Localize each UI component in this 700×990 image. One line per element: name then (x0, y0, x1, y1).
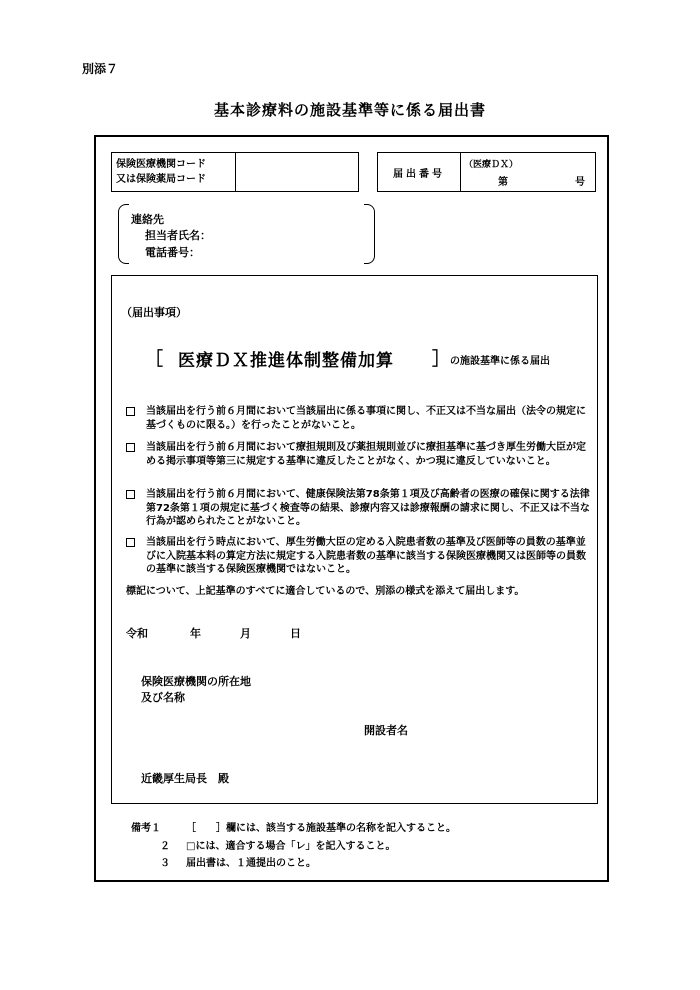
notification-number-go: 号 (575, 177, 585, 188)
contact-title: 連絡先 (131, 213, 164, 226)
note-number: ３ (160, 858, 170, 869)
contact-person-field: 担当者氏名： (145, 229, 211, 242)
note-text: ［ ］欄には、該当する施設基準の名称を記入すること。 (186, 823, 456, 834)
condition-text: 当該届出を行う前６月間において療担規則及び薬担規則並びに療担基準に基づき厚生労働大臣が定める掲示事項等第三に規定する基準に違反したことがなく、かつ現に違反していないこと。 (146, 442, 586, 467)
notification-number-label: 届出番号 (393, 169, 445, 180)
number-box-divider (460, 153, 461, 191)
institution-name-label: 及び名称 (141, 691, 185, 704)
institution-code-label-line2: 又は保険薬局コード (116, 174, 206, 185)
standard-bracket-open: ［ (145, 349, 163, 370)
condition-checkbox[interactable] (126, 538, 135, 547)
contact-bracket-left (118, 204, 129, 264)
date-month: 月 (240, 627, 251, 640)
condition-item (126, 536, 590, 577)
notification-number-prefix: （医療ＤＸ） (464, 160, 519, 170)
condition-item (126, 405, 590, 432)
addressee: 近畿厚生局長 殿 (141, 772, 229, 785)
condition-checkbox[interactable] (126, 407, 135, 416)
notification-number-dai: 第 (498, 177, 508, 188)
facility-standard-name: 医療ＤＸ推進体制整備加算 (178, 351, 394, 371)
notification-number-box (377, 152, 596, 192)
date-day: 日 (290, 627, 301, 640)
condition-text: 当該届出を行う時点において、厚生労働大臣の定める入院患者数の基準及び医師等の員数の基準並びに入院基本料の算定方法に規定する入院患者数の基準に該当する保険医療機関又は医師等の員数の基準に該当する保険医療機関ではないこと。 (146, 537, 586, 575)
institution-address-label: 保険医療機関の所在地 (141, 675, 251, 688)
standard-suffix: の施設基準に係る届出 (450, 356, 550, 367)
form-title: 基本診療料の施設基準等に係る届出書 (213, 101, 486, 119)
note-number: ２ (160, 841, 170, 852)
condition-checkbox[interactable] (126, 443, 135, 452)
contact-bracket-right (364, 204, 375, 264)
note-text: 届出書は、１通提出のこと。 (186, 858, 316, 869)
condition-item (126, 441, 590, 468)
founder-name-label: 開設者名 (364, 724, 408, 737)
condition-checkbox[interactable] (126, 490, 135, 499)
condition-text: 当該届出を行う前６月間において、健康保険法第78条第１項及び高齢者の医療の確保に関する法律第72条第１項の規定に基づく検査等の結果、診療内容又は診療報酬の請求に関し、不正又は不当な行為が認められたことがないこと。 (146, 489, 590, 527)
attachment-label: 別添７ (82, 62, 119, 76)
institution-code-label (116, 157, 206, 187)
institution-code-label-line1: 保険医療機関コード (116, 159, 206, 170)
condition-item (126, 488, 590, 529)
date-year: 年 (190, 627, 201, 640)
date-era: 令和 (126, 627, 148, 640)
notification-heading: （届出事項） (121, 306, 187, 319)
note-number: 備考１ (131, 823, 161, 834)
institution-code-field[interactable] (236, 153, 358, 191)
declaration-text: 標記について、上記基準のすべてに適合しているので、別添の様式を添えて届出します。 (126, 586, 525, 597)
standard-bracket-close: ］ (432, 349, 450, 370)
note-text: □には、適合する場合「レ」を記入すること。 (186, 841, 396, 852)
contact-phone-field: 電話番号： (145, 246, 200, 259)
institution-code-box (111, 152, 359, 192)
condition-text: 当該届出を行う前６月間において当該届出に係る事項に関し、不正又は不当な届出（法令の規定に基づくものに限る。）を行ったことがないこと。 (146, 406, 586, 431)
